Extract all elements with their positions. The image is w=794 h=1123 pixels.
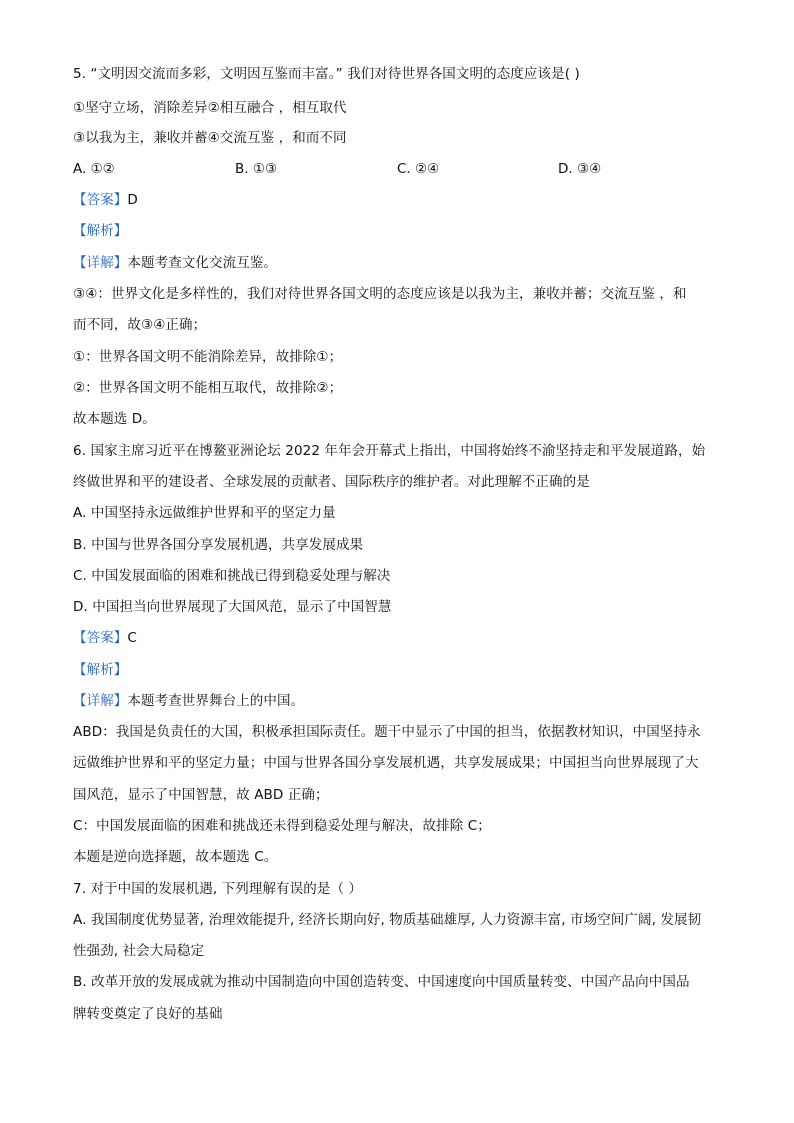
- q7-option-a-line2: 性强劲, 社会大局稳定: [73, 943, 205, 959]
- q5-explanation-line4: ②：世界各国文明不能相互取代，故排除②；: [73, 380, 343, 396]
- q6-explanation-line2: 远做维护世界和平的坚定力量；中国与世界各国分享发展机遇，共享发展成果；中国担当向世界展现了大: [73, 755, 699, 771]
- section-marker: 【详解】: [73, 255, 128, 271]
- section-marker: 【详解】: [73, 693, 128, 709]
- q5-option-a: A. ①②: [73, 161, 115, 177]
- q5-explanation-line1: ③④：世界文化是多样性的，我们对待世界各国文明的态度应该是以我为主，兼收并蓄；交流互鉴 ，和: [73, 286, 687, 302]
- q5-option-c: C. ②④: [397, 161, 440, 177]
- q6-detail: 【详解】本题考查世界舞台上的中国。: [73, 693, 305, 709]
- q5-detail: 【详解】本题考查文化交流互鉴。: [73, 255, 278, 271]
- q6-answer: 【答案】C: [73, 630, 137, 646]
- q7-option-b-line1: B. 改革开放的发展成就为推动中国制造向中国创造转变、中国速度向中国质量转变、中国产品向中国品: [73, 974, 690, 990]
- q6-stem-line1: 6. 国家主席习近平在博鳌亚洲论坛 2022 年年会开幕式上指出，中国将始终不渝坚持走和平发展道路，始: [73, 443, 706, 459]
- q6-stem-line2: 终做世界和平的建设者、全球发展的贡献者、国际秩序的维护者。对此理解不正确的是: [73, 474, 590, 490]
- q6-explanation-line1: ABD：我国是负责任的大国，积极承担国际责任。题干中显示了中国的担当，依据教材知识，中国坚持永: [73, 724, 701, 740]
- section-marker: 【答案】: [73, 192, 128, 208]
- q5-explanation-line3: ①：世界各国文明不能消除差异，故排除①；: [73, 349, 343, 365]
- section-marker: 【答案】: [73, 630, 128, 646]
- q6-option-b: B. 中国与世界各国分享发展机遇，共享发展成果: [73, 537, 364, 553]
- q6-option-c: C. 中国发展面临的困难和挑战已得到稳妥处理与解决: [73, 568, 391, 584]
- section-marker: 【解析】: [73, 662, 128, 678]
- q5-stem: 5. “文明因交流而多彩，文明因互鉴而丰富。” 我们对待世界各国文明的态度应该是( ): [73, 66, 580, 82]
- q6-explanation-line4: C：中国发展面临的困难和挑战还未得到稳妥处理与解决，故排除 C；: [73, 818, 491, 834]
- section-marker: 【解析】: [73, 223, 128, 239]
- q5-answer: 【答案】D: [73, 192, 138, 208]
- q7-option-b-line2: 牌转变奠定了良好的基础: [73, 1006, 223, 1022]
- q5-conclusion: 故本题选 D。: [73, 411, 156, 427]
- q5-choices-line2: ③以我为主，兼收并蓄④交流互鉴 ，和而不同: [73, 130, 347, 146]
- q5-option-d: D. ③④: [558, 161, 602, 177]
- q6-explanation-line3: 国风范，显示了中国智慧，故 ABD 正确；: [73, 787, 329, 803]
- q5-explanation-line2: 而不同，故③④正确；: [73, 317, 207, 333]
- q7-option-a-line1: A. 我国制度优势显著, 治理效能提升, 经济长期向好, 物质基础雄厚, 人力资源丰富, 市场空间广阔, 发展韧: [73, 912, 702, 928]
- q7-stem: 7. 对于中国的发展机遇, 下列理解有误的是（ ）: [73, 881, 363, 897]
- q6-analysis-label: [73, 660, 127, 680]
- q6-option-d: D. 中国担当向世界展现了大国风范，显示了中国智慧: [73, 599, 392, 615]
- q5-option-b: B. ①③: [235, 161, 278, 177]
- q5-analysis-label: [73, 221, 127, 241]
- q6-option-a: A. 中国坚持永远做维护世界和平的坚定力量: [73, 505, 336, 521]
- q5-choices-line1: ①坚守立场，消除差异②相互融合 ，相互取代: [73, 100, 347, 116]
- q6-conclusion: 本题是逆向选择题，故本题选 C。: [73, 849, 278, 865]
